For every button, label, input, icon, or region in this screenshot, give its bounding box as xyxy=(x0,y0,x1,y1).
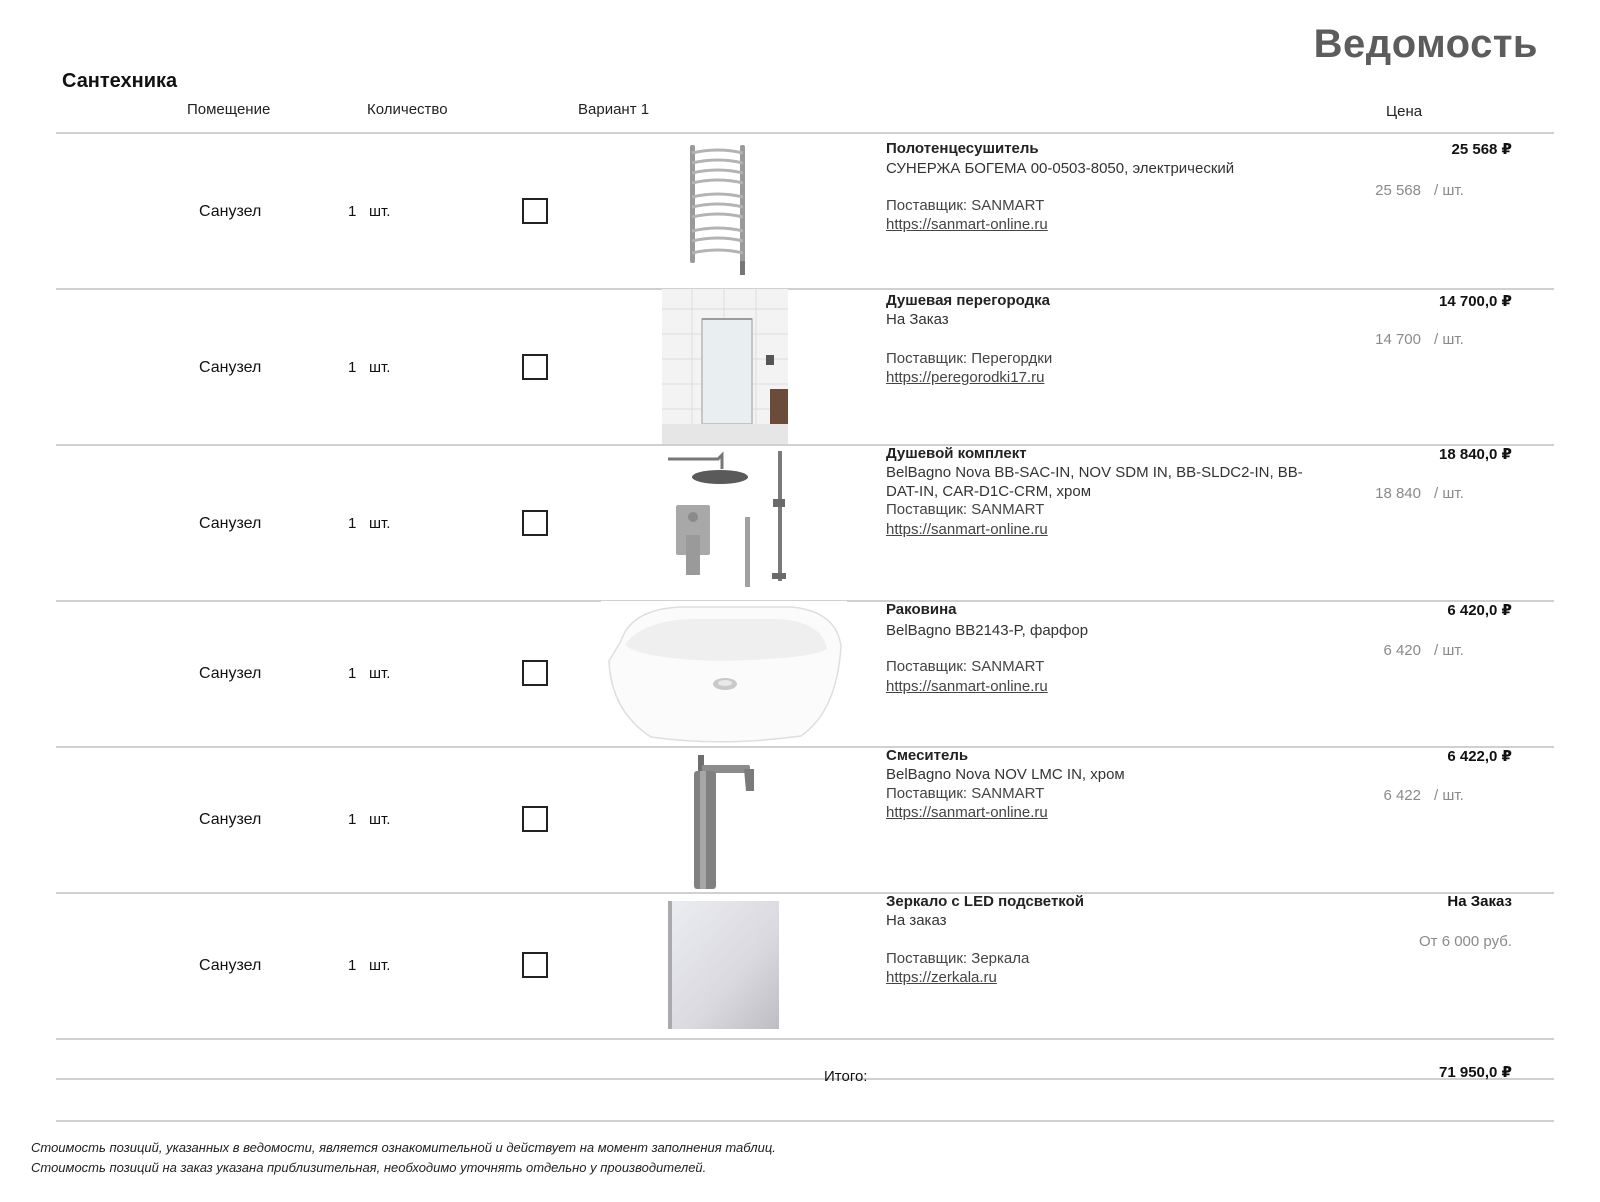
item-name: Раковина xyxy=(886,601,957,618)
quantity-value: 1 xyxy=(348,811,357,828)
supplier-link[interactable]: https://sanmart-online.ru xyxy=(886,216,1048,233)
column-header-quantity: Количество xyxy=(367,101,448,118)
total-price: 6 420,0 ₽ xyxy=(1447,602,1512,619)
table-row xyxy=(56,289,1554,444)
table-row xyxy=(56,601,1554,746)
total-price: 25 568 ₽ xyxy=(1451,141,1512,158)
table-row xyxy=(56,893,1554,1038)
total-label: Итого: xyxy=(824,1068,868,1085)
quantity-value: 1 xyxy=(348,203,357,220)
towel-warmer-image xyxy=(668,141,768,281)
document-title: Ведомость xyxy=(1313,22,1538,66)
shower-set-image xyxy=(662,447,788,597)
total-price: 14 700,0 ₽ xyxy=(1439,293,1512,310)
total-price: 6 422,0 ₽ xyxy=(1447,748,1512,765)
item-description: На заказ xyxy=(886,912,947,929)
summary-divider xyxy=(56,1078,1554,1080)
item-name: Смеситель xyxy=(886,747,969,764)
faucet-image xyxy=(674,751,784,891)
unit-price: 25 568 xyxy=(1375,182,1421,199)
unit-price: 14 700 xyxy=(1375,331,1421,348)
variant-checkbox[interactable] xyxy=(522,952,548,978)
room-cell: Санузел xyxy=(199,359,262,376)
grand-total: 71 950,0 ₽ xyxy=(1439,1064,1512,1081)
column-header-variant: Вариант 1 xyxy=(578,101,650,118)
quantity-unit: шт. xyxy=(369,811,391,828)
quantity-value: 1 xyxy=(348,515,357,532)
led-mirror-image xyxy=(666,899,781,1031)
room-cell: Санузел xyxy=(199,957,262,974)
footnote: Стоимость позиций на заказ указана приблизительная, необходимо уточнять отдельно у производителей. xyxy=(31,1160,707,1175)
variant-checkbox[interactable] xyxy=(522,198,548,224)
item-description: СУНЕРЖА БОГЕМА 00-0503-8050, электрический xyxy=(886,160,1235,177)
total-price: 18 840,0 ₽ xyxy=(1439,446,1512,463)
item-name: Полотенцесушитель xyxy=(886,140,1039,157)
item-name: Душевой комплект xyxy=(886,445,1027,462)
quantity-unit: шт. xyxy=(369,515,391,532)
quantity-value: 1 xyxy=(348,665,357,682)
quantity-unit: шт. xyxy=(369,203,391,220)
item-description: BelBagno Nova NOV LMC IN, хром xyxy=(886,766,1125,783)
item-description: BelBagno BB2143-P, фарфор xyxy=(886,622,1089,639)
column-header-room: Помещение xyxy=(187,101,271,118)
section-title: Сантехника xyxy=(62,70,178,92)
variant-checkbox[interactable] xyxy=(522,510,548,536)
room-cell: Санузел xyxy=(199,515,262,532)
supplier-link[interactable]: https://zerkala.ru xyxy=(886,969,997,986)
per-unit-label: / шт. xyxy=(1434,787,1464,804)
quantity-unit: шт. xyxy=(369,359,391,376)
variant-checkbox[interactable] xyxy=(522,354,548,380)
item-description: BelBagno Nova BB-SAC-IN, NOV SDM IN, BB-SLDC2-IN, BB-DAT-IN, CAR-D1C-CRM, хром xyxy=(886,464,1303,500)
table-row xyxy=(56,133,1554,288)
total-price: На Заказ xyxy=(1447,893,1512,910)
room-cell: Санузел xyxy=(199,665,262,682)
supplier-text: Поставщик: SANMART xyxy=(886,197,1045,214)
shower-partition-image xyxy=(662,289,788,444)
supplier-text: Поставщик: SANMART xyxy=(886,501,1045,518)
supplier-link[interactable]: https://sanmart-online.ru xyxy=(886,804,1048,821)
item-description: На Заказ xyxy=(886,311,949,328)
supplier-text: Поставщик: SANMART xyxy=(886,658,1045,675)
room-cell: Санузел xyxy=(199,811,262,828)
table-row xyxy=(56,747,1554,892)
washbasin-image xyxy=(601,601,847,744)
row-divider xyxy=(56,1038,1554,1040)
unit-price: 6 420 xyxy=(1383,642,1421,659)
room-cell: Санузел xyxy=(199,203,262,220)
footnote: Стоимость позиций, указанных в ведомости, является ознакомительной и действует на момент заполнения таблиц. xyxy=(31,1140,776,1155)
summary-bottom-divider xyxy=(56,1120,1554,1122)
per-unit-label: / шт. xyxy=(1434,485,1464,502)
per-unit-label: / шт. xyxy=(1434,642,1464,659)
supplier-text: Поставщик: Перегордки xyxy=(886,350,1053,367)
item-name: Зеркало с LED подсветкой xyxy=(886,893,1084,910)
quantity-unit: шт. xyxy=(369,957,391,974)
per-unit-label: / шт. xyxy=(1434,182,1464,199)
per-unit-label: / шт. xyxy=(1434,331,1464,348)
from-price: От 6 000 руб. xyxy=(1418,933,1512,950)
unit-price: 18 840 xyxy=(1375,485,1421,502)
unit-price: 6 422 xyxy=(1383,787,1421,804)
column-header-price: Цена xyxy=(1386,103,1423,120)
quantity-value: 1 xyxy=(348,359,357,376)
quantity-unit: шт. xyxy=(369,665,391,682)
supplier-text: Поставщик: SANMART xyxy=(886,785,1045,802)
quantity-value: 1 xyxy=(348,957,357,974)
supplier-text: Поставщик: Зеркала xyxy=(886,950,1030,967)
item-name: Душевая перегородка xyxy=(886,292,1050,309)
table-row xyxy=(56,445,1554,600)
supplier-link[interactable]: https://peregorodki17.ru xyxy=(886,369,1045,386)
supplier-link[interactable]: https://sanmart-online.ru xyxy=(886,521,1048,538)
supplier-link[interactable]: https://sanmart-online.ru xyxy=(886,678,1048,695)
variant-checkbox[interactable] xyxy=(522,806,548,832)
variant-checkbox[interactable] xyxy=(522,660,548,686)
